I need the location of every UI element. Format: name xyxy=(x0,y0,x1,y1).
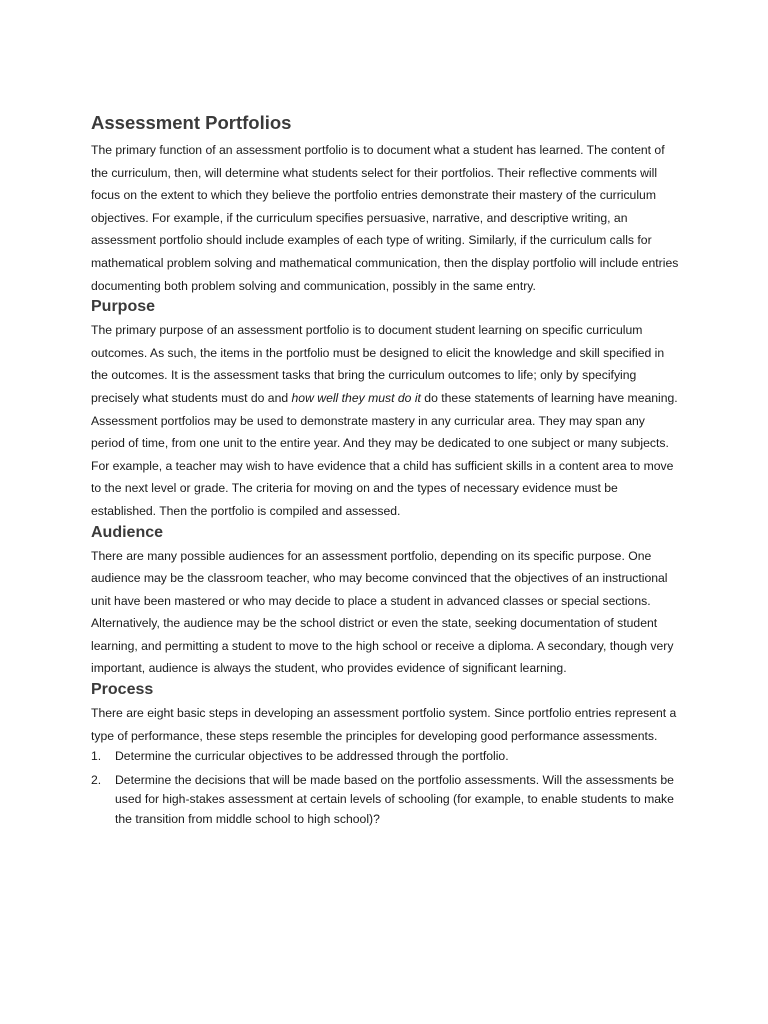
list-item xyxy=(91,747,681,767)
purpose-p1-text-after: do these statements of learning have meaning. xyxy=(420,390,678,405)
list-item-text: Determine the decisions that will be made based on the portfolio assessments. Will the assessments be used for high-stakes assessment at certain levels of schooling (for example, to enable students to make the transition from middle school to high school)? xyxy=(115,772,674,826)
process-steps-list xyxy=(91,747,681,829)
audience-heading: Audience xyxy=(91,523,164,541)
process-paragraph: There are eight basic steps in developing an assessment portfolio system. Since portfolio entries represent a type of performance, these steps resemble the principles for developing good performance assessments. xyxy=(91,706,677,743)
purpose-paragraph-2: Assessment portfolios may be used to demonstrate mastery in any curricular area. They may span any period of time, from one unit to the entire year. And they may be dedicated to one subject or many subjects. For example, a teacher may wish to have evidence that a child has sufficient skills in a content area to move to the next level or grade. The criteria for moving on and the types of necessary evidence must be established. Then the portfolio is compiled and assessed. xyxy=(91,413,674,518)
purpose-p1-text-before: The primary purpose of an assessment portfolio is to document student learning on specific curriculum outcomes. As such, the items in the portfolio must be designed to elicit the knowledge and skill specified in the outcomes. It is the assessment tasks that bring the curriculum outcomes to life; only by specifying precisely what students must do and xyxy=(91,323,665,405)
purpose-p1-italic: how well they must do it xyxy=(291,390,421,405)
purpose-paragraph-1 xyxy=(91,319,681,409)
list-item xyxy=(91,771,681,830)
intro-paragraph: The primary function of an assessment portfolio is to document what a student has learned. The content of the curriculum, then, will determine what students select for their portfolios. Their reflective comments will focus on the extent to which they believe the portfolio entries demonstrate their mastery of the curriculum objectives. For example, if the curriculum specifies persuasive, narrative, and descriptive writing, an assessment portfolio should include examples of each type of writing. Similarly, if the curriculum calls for mathematical problem solving and mathematical communication, then the display portfolio will include entries documenting both problem solving and communication, possibly in the same entry. xyxy=(91,143,679,293)
list-item-number: 1. xyxy=(91,749,102,764)
process-heading: Process xyxy=(91,681,154,699)
list-item-text: Determine the curricular objectives to be addressed through the portfolio. xyxy=(115,749,509,764)
document-content xyxy=(91,111,681,833)
purpose-heading: Purpose xyxy=(91,298,156,316)
page-title: Assessment Portfolios xyxy=(91,112,292,133)
list-item-number: 2. xyxy=(91,772,102,787)
audience-paragraph: There are many possible audiences for an assessment portfolio, depending on its specific purpose. One audience may be the classroom teacher, who may become convinced that the objectives of an instructional unit have been mastered or who may decide to place a student in advanced classes or special sections. Alternatively, the audience may be the school district or even the state, seeking documentation of student learning, and permitting a student to move to the high school or receive a diploma. A secondary, though very important, audience is always the student, who provides evidence of significant learning. xyxy=(91,548,674,676)
